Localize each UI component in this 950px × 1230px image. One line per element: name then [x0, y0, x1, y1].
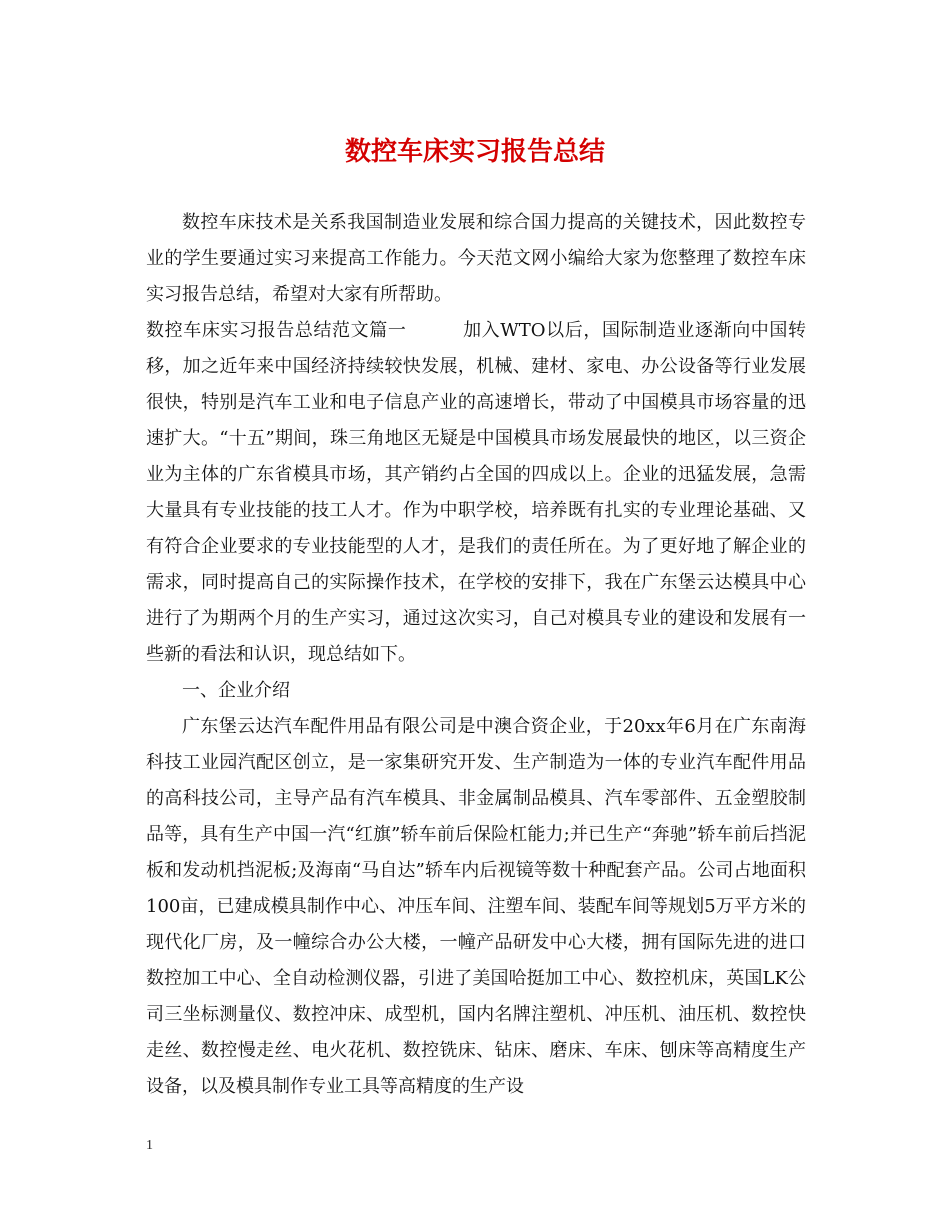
- company-paragraph: 广东堡云达汽车配件用品有限公司是中澳合资企业，于20xx年6月在广东南海科技工业园汽配区创立，是一家集研究开发、生产制造为一体的专业汽车配件用品的高科技公司，主导产品有汽车模具、非金属制品模具、汽车零部件、五金塑胶制品等，具有生产中国一汽“红旗”轿车前后保险杠能力;并已生产“奔驰”轿车前后挡泥板和发动机挡泥板;及海南“马自达”轿车内后视镜等数十种配套产品。公司占地面积100亩，已建成模具制作中心、冲压车间、注塑车间、装配车间等规划5万平方米的现代化厂房，及一幢综合办公大楼，一幢产品研发中心大楼，拥有国际先进的进口数控加工中心、全自动检测仪器，引进了美国哈挺加工中心、数控机床，英国LK公司三坐标测量仪、数控冲床、成型机，国内名牌注塑机、冲压机、油压机、数控快走丝、数控慢走丝、电火花机、数控铣床、钻床、磨床、车床、刨床等高精度生产设备，以及模具制作专业工具等高精度的生产设: [146, 716, 806, 1097]
- section-paragraph: [146, 313, 806, 673]
- document-body: [146, 205, 806, 1105]
- document-title: 数控车床实习报告总结: [344, 137, 605, 167]
- intro-paragraph: 数控车床技术是关系我国制造业发展和综合国力提高的关键技术，因此数控专业的学生要通过实习来提高工作能力。今天范文网小编给大家为您整理了数控车床实习报告总结，希望对大家有所帮助。: [146, 212, 806, 305]
- section-label: 数控车床实习报告总结范文篇一: [146, 320, 407, 341]
- section-text: 加入WTO以后，国际制造业逐渐向中国转移，加之近年来中国经济持续较快发展，机械、建材、家电、办公设备等行业发展很快，特别是汽车工业和电子信息产业的高速增长，带动了中国模具市场容量的迅速扩大。“十五”期间，珠三角地区无疑是中国模具市场发展最快的地区，以三资企业为主体的广东省模具市场，其产销约占全国的四成以上。企业的迅猛发展，急需大量具有专业技能的技工人才。作为中职学校，培养既有扎实的专业理论基础、又有符合企业要求的专业技能型的人才，是我们的责任所在。为了更好地了解企业的需求，同时提高自己的实际操作技术，在学校的安排下，我在广东堡云达模具中心进行了为期两个月的生产实习，通过这次实习，自己对模具专业的建设和发展有一些新的看法和认识，现总结如下。: [146, 320, 807, 665]
- page-number: 1: [146, 1138, 153, 1153]
- section-heading: 一、企业介绍: [182, 680, 290, 701]
